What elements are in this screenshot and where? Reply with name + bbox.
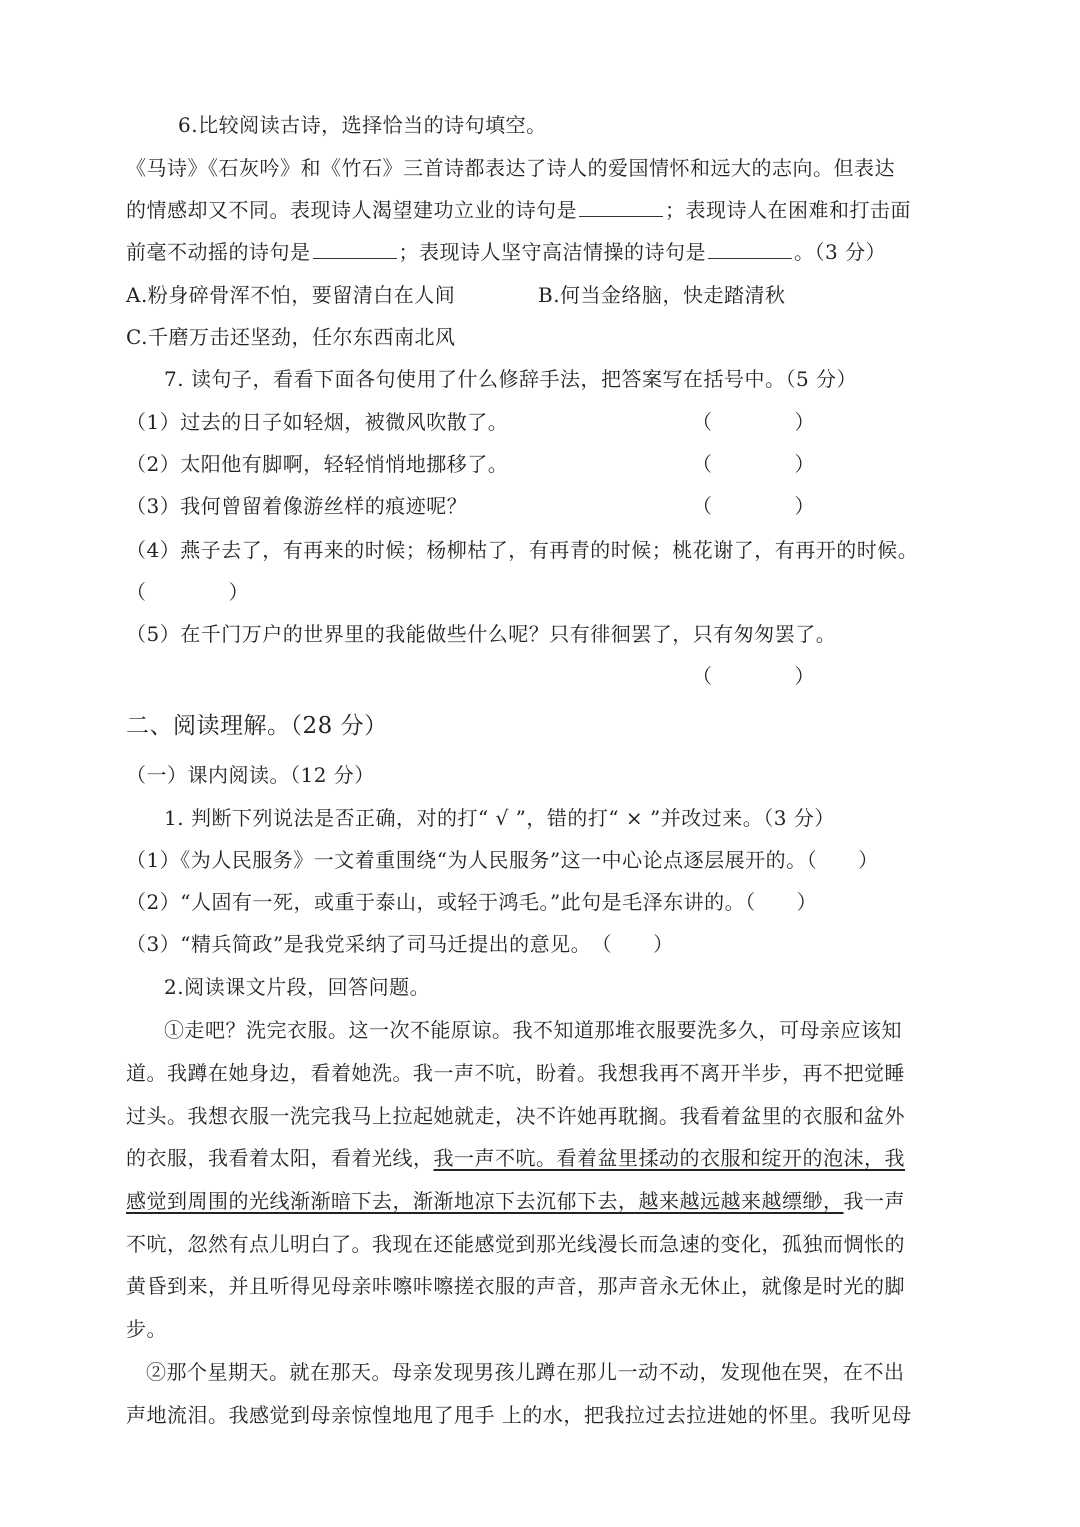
- q7-sentence-4: （4）燕子去了，有再来的时候；杨柳枯了，有再青的时候；桃花谢了，有再开的时候。: [126, 538, 919, 562]
- answer-blank-1[interactable]: [579, 198, 663, 217]
- q7-sentence-3: （3）我何曾留着像游丝样的痕迹呢？: [126, 494, 468, 518]
- q6-line1: 《马诗》《石灰吟》和《竹石》三首诗都表达了诗人的爱国情怀和远大的志向。但表达: [126, 156, 895, 180]
- answer-paren-3[interactable]: （ ）: [692, 494, 815, 518]
- answer-blank-3[interactable]: [708, 240, 792, 259]
- passage-line: 过头。我想衣服一洗完我马上拉起她就走，决不许她再耽搁。我看着盆里的衣服和盆外: [126, 1104, 905, 1128]
- reading-title: 2.阅读课文片段，回答问题。: [164, 975, 431, 999]
- subsection-heading: （一）课内阅读。（12 分）: [126, 763, 375, 787]
- passage-line: ②那个星期天。就在那天。母亲发现男孩儿蹲在那儿一动不动，发现他在哭，在不出: [146, 1360, 905, 1384]
- q6-option-b: B.何当金络脑，快走踏清秋: [538, 283, 786, 307]
- answer-paren-5[interactable]: （ ）: [692, 664, 815, 688]
- passage-line: 不吭，忽然有点儿明白了。我现在还能感觉到那光线漫长而急速的变化，孤独而惆怅的: [126, 1232, 905, 1256]
- q6-line3: [126, 239, 886, 265]
- passage-line: 步。: [126, 1317, 167, 1341]
- passage-line: ①走吧？洗完衣服。这一次不能原谅。我不知道那堆衣服要洗多久，可母亲应该知: [164, 1018, 902, 1042]
- q7-sentence-1: （1）过去的日子如轻烟，被微风吹散了。: [126, 410, 509, 434]
- answer-blank-2[interactable]: [313, 240, 397, 259]
- underlined-sentence: 感觉到周围的光线渐渐暗下去，渐渐地凉下去沉郁下去，越来越远越来越缥缈，: [126, 1189, 844, 1213]
- passage-line: [126, 1145, 905, 1171]
- q7-title: 7. 读句子，看看下面各句使用了什么修辞手法，把答案写在括号中。（5 分）: [164, 367, 858, 391]
- q6-line3-text-c: 。（3 分）: [794, 240, 887, 264]
- passage-line: 黄昏到来，并且听得见母亲咔嚓咔嚓搓衣服的声音，那声音永无休止，就像是时光的脚: [126, 1274, 905, 1298]
- q6-option-a: A.粉身碎骨浑不怕，要留清白在人间: [126, 283, 456, 307]
- judge-item-2: （2）“人固有一死，或重于泰山，或轻于鸿毛。”此句是毛泽东讲的。（ ）: [126, 890, 818, 914]
- passage-line: [126, 1188, 905, 1214]
- underlined-sentence: 我一声不吭。看着盆里揉动的衣服和绽开的泡沫，我: [433, 1146, 905, 1170]
- q6-line2: [126, 197, 911, 223]
- passage-text: 我一声: [843, 1189, 905, 1213]
- answer-paren-1[interactable]: （ ）: [692, 410, 815, 434]
- answer-paren-2[interactable]: （ ）: [692, 452, 815, 476]
- q6-title: 6.比较阅读古诗，选择恰当的诗句填空。: [178, 113, 547, 137]
- section-heading: 二、阅读理解。（28 分）: [126, 713, 388, 739]
- answer-paren-4[interactable]: （ ）: [126, 580, 249, 604]
- q6-line3-text-b: ；表现诗人坚守高洁情操的诗句是: [398, 240, 706, 264]
- passage-text: 的衣服，我看着太阳，看着光线，: [126, 1146, 434, 1170]
- judge-title: 1. 判断下列说法是否正确，对的打“ √ ”，错的打“ × ”并改过来。（3 分）: [164, 806, 835, 830]
- q6-option-c: C.千磨万击还坚劲，任尔东西南北风: [126, 325, 456, 349]
- passage-line: 道。我蹲在她身边，看着她洗。我一声不吭，盼着。我想我再不离开半步，再不把觉睡: [126, 1061, 905, 1085]
- judge-item-3: （3）“精兵简政”是我党采纳了司马迁提出的意见。 （ ）: [126, 932, 674, 956]
- q7-sentence-2: （2）太阳他有脚啊，轻轻悄悄地挪移了。: [126, 452, 509, 476]
- q6-line2-text-a: 的情感却又不同。表现诗人渴望建功立业的诗句是: [126, 198, 577, 222]
- passage-line: 声地流泪。我感觉到母亲惊惶地甩了甩手 上的水，把我拉过去拉进她的怀里。我听见母: [126, 1403, 912, 1427]
- judge-item-1: （1）《为人民服务》一文着重围绕“为人民服务”这一中心论点逐层展开的。（ ）: [126, 848, 879, 872]
- q7-sentence-5: （5）在千门万户的世界里的我能做些什么呢？只有徘徊罢了，只有匆匆罢了。: [126, 622, 837, 646]
- q6-line2-text-b: ；表现诗人在困难和打击面: [665, 198, 911, 222]
- q6-line3-text-a: 前毫不动摇的诗句是: [126, 240, 311, 264]
